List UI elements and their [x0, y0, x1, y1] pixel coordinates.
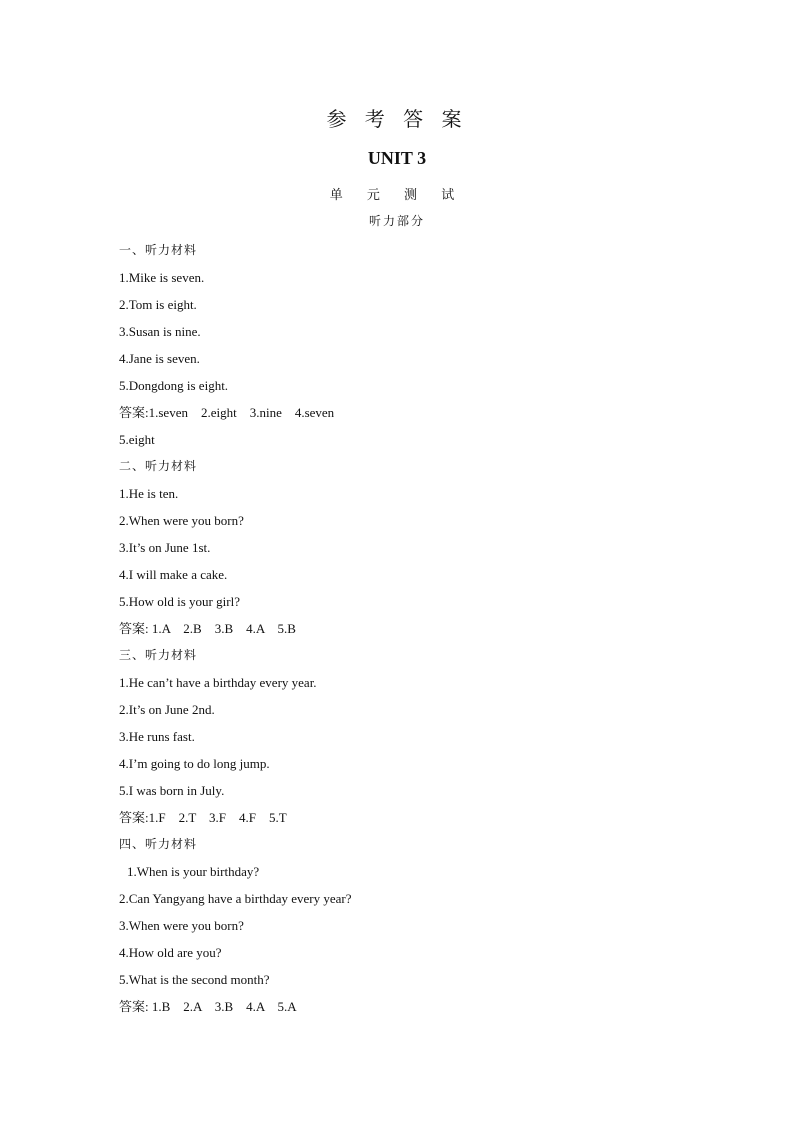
- listening-section-title: 听力部分: [368, 214, 425, 228]
- unit-title: UNIT 3: [367, 148, 427, 168]
- listening-item: 4.I’m going to do long jump.: [119, 756, 270, 771]
- listening-item: 1.He is ten.: [119, 486, 179, 501]
- listening-item: 2.When were you born?: [119, 513, 244, 528]
- listening-item: 1.Mike is seven.: [119, 270, 205, 285]
- listening-item: 1.When is your birthday?: [127, 864, 260, 879]
- section-heading: 二、听力材料: [119, 459, 198, 473]
- listening-item: 5.Dongdong is eight.: [119, 378, 229, 393]
- listening-item: 4.I will make a cake.: [119, 567, 228, 582]
- listening-item: 3.When were you born?: [119, 918, 244, 933]
- answer-line: 答案: 1.A 2.B 3.B 4.A 5.B: [119, 621, 296, 636]
- listening-item: 1.He can’t have a birthday every year.: [119, 675, 317, 690]
- listening-item: 5.What is the second month?: [119, 972, 270, 987]
- listening-item: 3.Susan is nine.: [119, 324, 201, 339]
- document-title: 参 考 答 案: [326, 107, 468, 131]
- listening-item: 4.How old are you?: [119, 945, 222, 960]
- test-subtitle: 单 元 测 试: [329, 188, 465, 203]
- listening-item: 4.Jane is seven.: [119, 351, 200, 366]
- answer-content: [119, 237, 679, 1020]
- section-heading: 一、听力材料: [119, 243, 198, 257]
- answer-line: 答案:1.seven 2.eight 3.nine 4.seven: [119, 405, 335, 420]
- listening-item: 3.He runs fast.: [119, 729, 195, 744]
- answer-line: 答案: 1.B 2.A 3.B 4.A 5.A: [119, 999, 297, 1014]
- listening-item: 2.It’s on June 2nd.: [119, 702, 215, 717]
- listening-item: 2.Can Yangyang have a birthday every year?: [119, 891, 352, 906]
- listening-item: 2.Tom is eight.: [119, 297, 197, 312]
- listening-item: 5.How old is your girl?: [119, 594, 240, 609]
- answer-line: 答案:1.F 2.T 3.F 4.F 5.T: [119, 810, 287, 825]
- section-heading: 四、听力材料: [119, 837, 198, 851]
- section-heading: 三、听力材料: [119, 648, 198, 662]
- answer-line: 5.eight: [119, 432, 155, 447]
- listening-item: 5.I was born in July.: [119, 783, 225, 798]
- listening-item: 3.It’s on June 1st.: [119, 540, 211, 555]
